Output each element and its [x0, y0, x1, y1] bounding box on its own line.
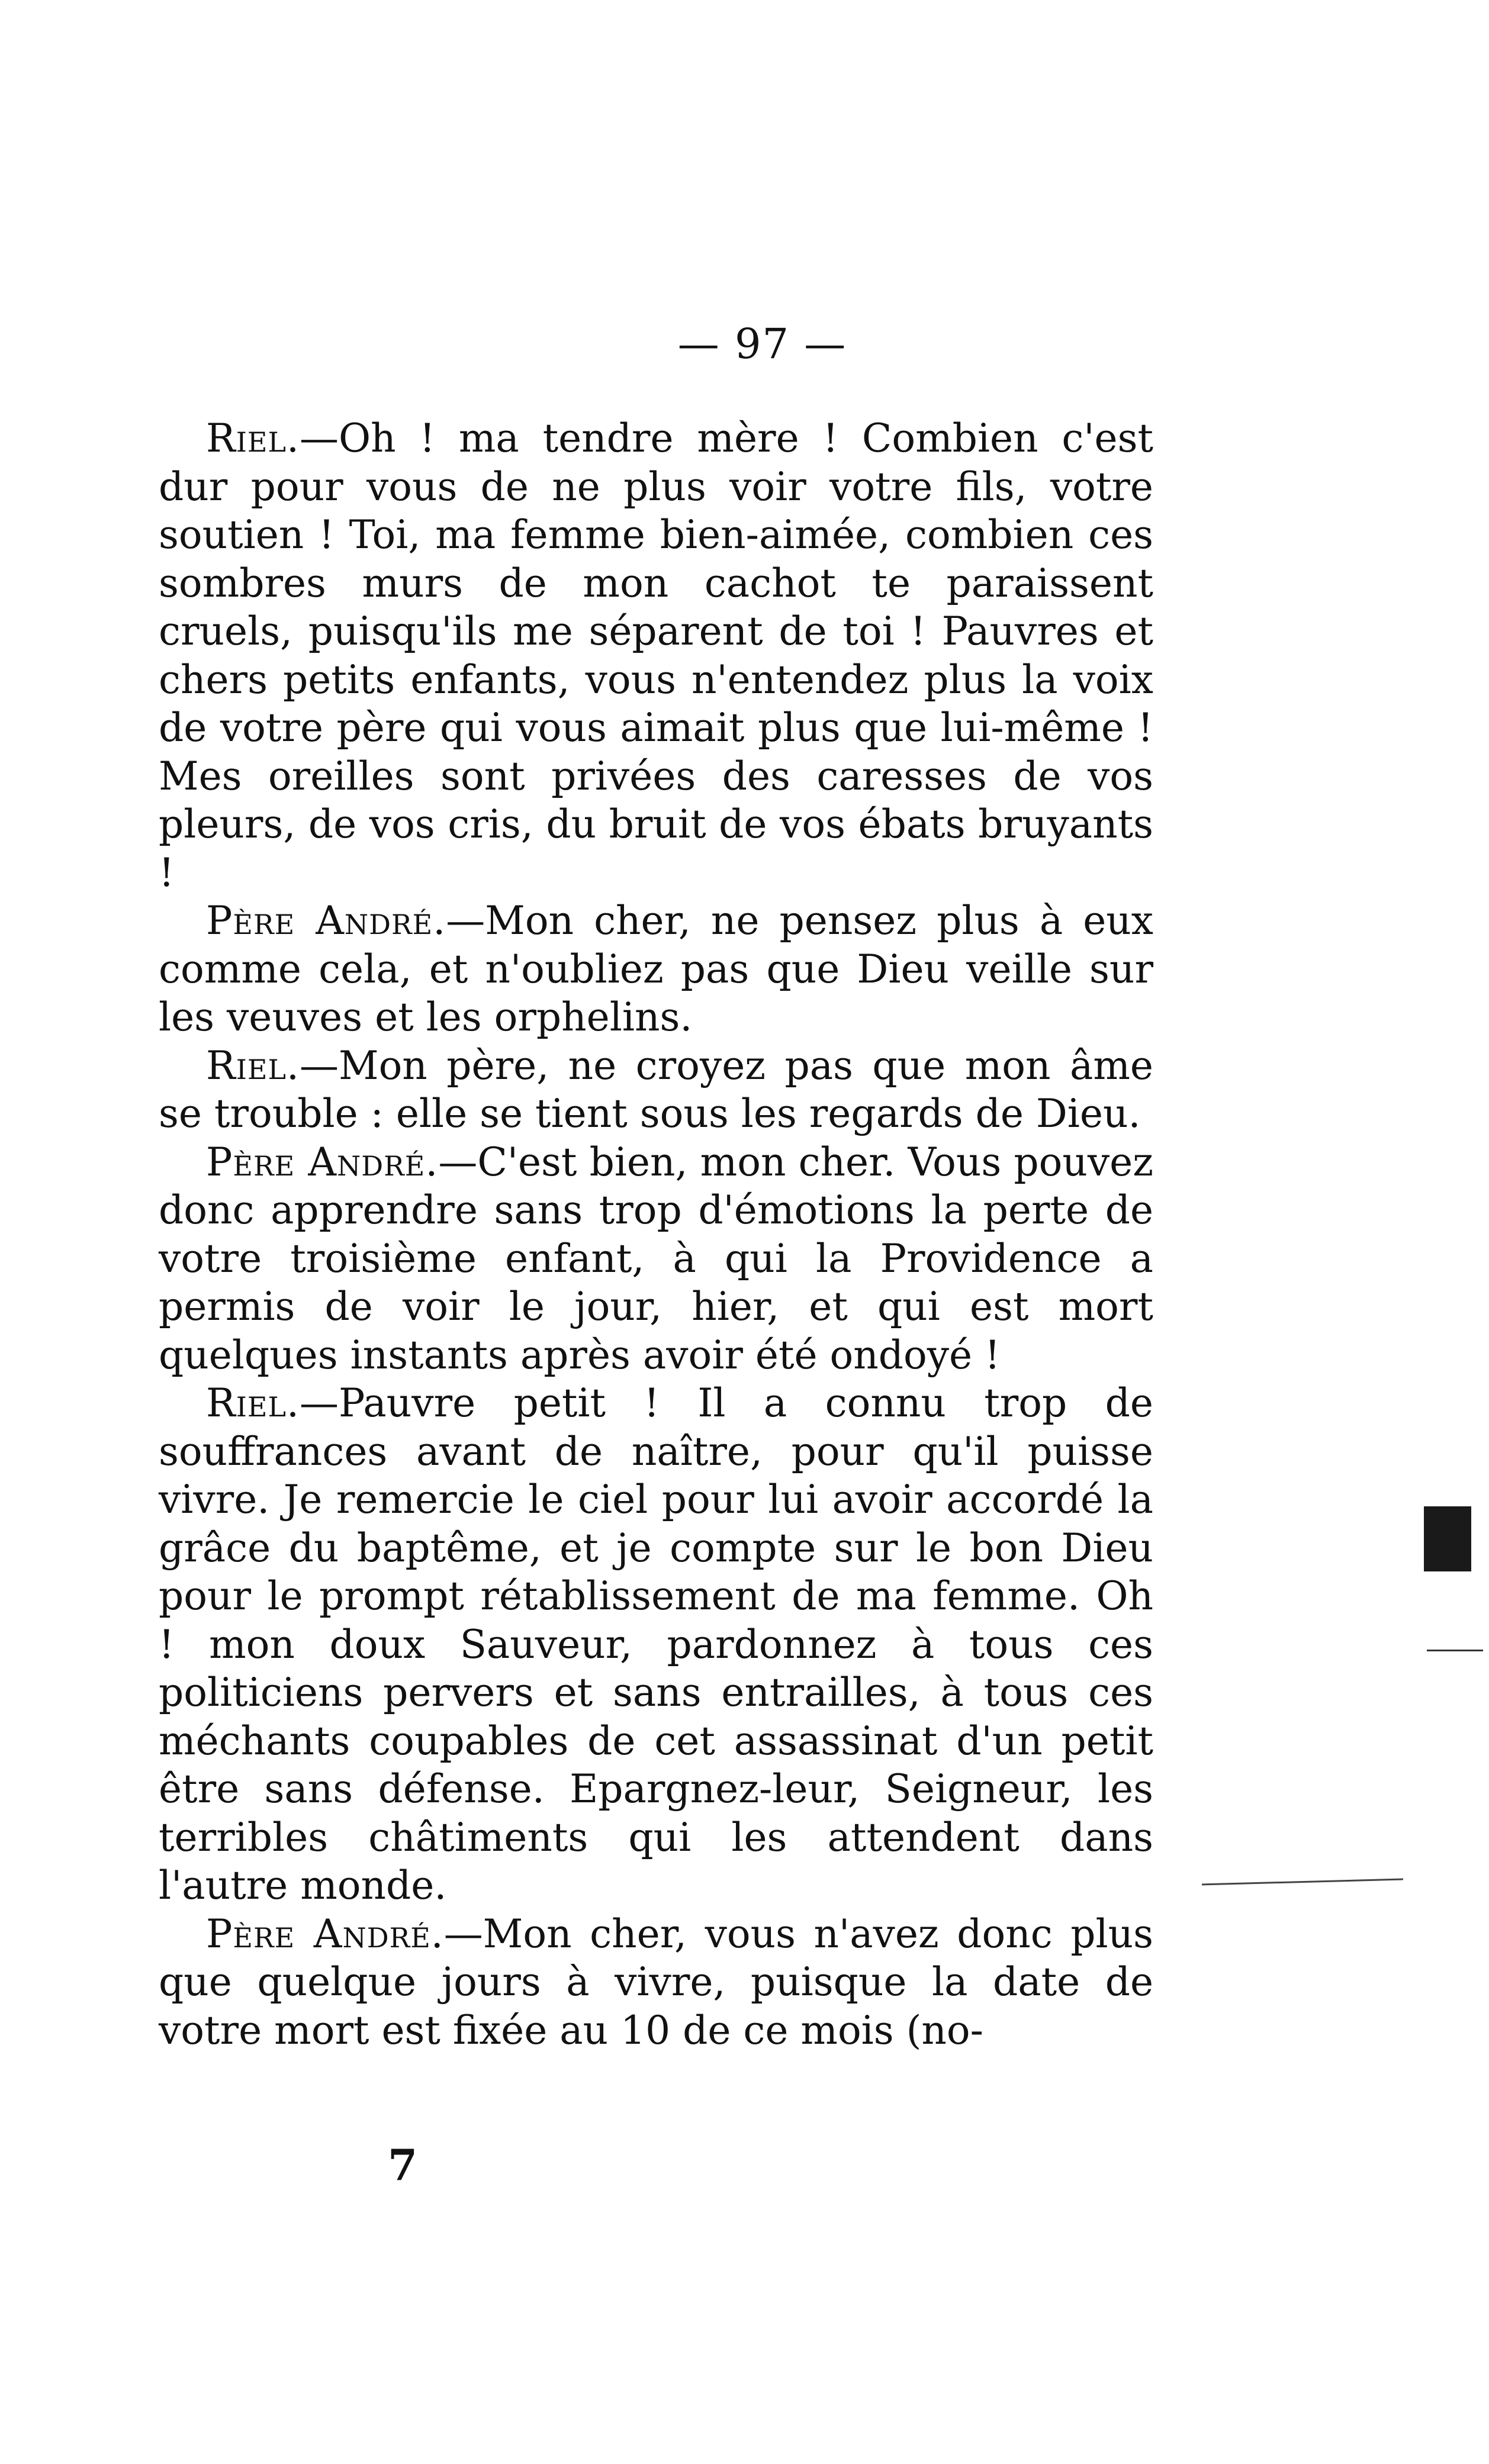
speech-text: —Mon cher, vous n'avez donc plus que quelque jours à vivre, puisque la date de votre mort est fixée au 10 de ce mois (no-: [159, 1911, 1154, 2053]
margin-rule: [1202, 1879, 1403, 1886]
speaker-name: Riel.: [206, 1042, 300, 1088]
page-number: — 97 —: [677, 320, 847, 368]
speech-text: —Oh ! ma tendre mère ! Combien c'est dur pour vous de ne plus voir votre fils, votre soutien ! Toi, ma femme bien-aimée, combien ces sombres murs de mon cachot te paraissent cruels, puisqu'ils me séparent de toi ! Pauvres et chers petits enfants, vous n'entendez plus la voix de votre père qui vous aimait plus que lui-même ! Mes oreilles sont privées des caresses de vos pleurs, de vos cris, du bruit de vos ébats bruyants !: [159, 416, 1153, 896]
speech-text: —Pauvre petit ! Il a connu trop de souffrances avant de naître, pour qu'il puisse vivre. Je remercie le ciel pour lui avoir accordé la grâce du baptême, et je compte sur le bon Dieu pour le prompt rétablissement de ma femme. Oh ! mon doux Sauveur, pardonnez à tous ces politiciens pervers et sans entrailles, à tous ces méchants coupables de cet assassinat d'un petit être sans défense. Epargnez-leur, Seigneur, les terribles châtiments qui les attendent dans l'autre monde.: [159, 1380, 1153, 1908]
speech-text: —C'est bien, mon cher. Vous pouvez donc apprendre sans trop d'émotions la perte de votre troisième enfant, à qui la Providence a permis de voir le jour, hier, et qui est mort quelques instants après avoir été ondoyé !: [159, 1139, 1154, 1378]
dialogue-paragraph-5: [159, 1379, 1153, 1910]
dialogue-paragraph-4: [159, 1138, 1153, 1380]
speaker-name: Père André.: [206, 898, 446, 943]
margin-rule: [1427, 1650, 1483, 1651]
margin-ink-block: [1424, 1506, 1471, 1571]
dialogue-paragraph-3: [159, 1042, 1153, 1138]
dialogue-paragraph-1: [159, 414, 1153, 897]
dialogue-paragraph-2: [159, 897, 1153, 1042]
dialogue-text: [159, 414, 1153, 2054]
dialogue-paragraph-6: [159, 1910, 1153, 2055]
signature-mark: 7: [388, 2140, 418, 2190]
speaker-name: Père André.: [206, 1911, 444, 1957]
speech-text: —Mon cher, ne pensez plus à eux comme cela, et n'oubliez pas que Dieu veille sur les veuves et les orphelins.: [159, 898, 1153, 1040]
speaker-name: Père André.: [206, 1139, 439, 1185]
speaker-name: Riel.: [206, 1380, 300, 1426]
speech-text: —Mon père, ne croyez pas que mon âme se trouble : elle se tient sous les regards de Dieu.: [159, 1042, 1153, 1136]
speaker-name: Riel.: [206, 416, 300, 461]
